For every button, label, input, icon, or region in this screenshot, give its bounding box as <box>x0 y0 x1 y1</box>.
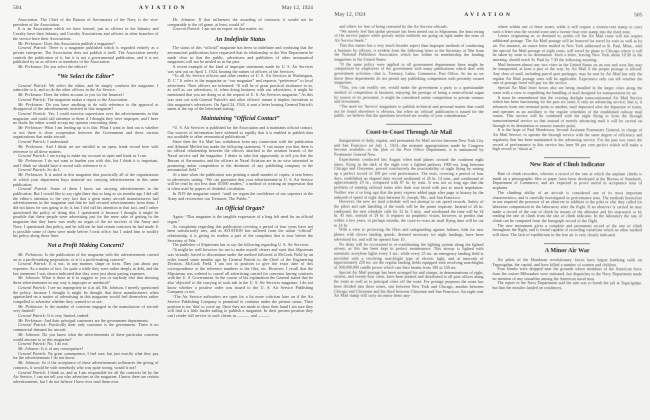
paragraph: “To all Air Service officers and other readers of U. S. Air Services in Washington, D. C.” It refers to the magazine as “our magazine” and requests “preference” to local advertisers. Then officers are informed: “It will be of great practical assistance to us, as well as our advertisers, if, when doing business with our advertisers, it might be mentioned that you are doing so at the request of U. S. Air Services magazine.” As this was sent out with General Patrick's and other officers' names it implies favoritism to this magazine's advertisers. On April 24, 1924, it sent a letter bearing General Patrick's name at the top of the letterhead stating: <box>167 73 313 112</box>
dialogue-line: Mr. Perkinson: Does the editor account to you for the finances? <box>18 92 125 98</box>
paragraph: “It might be well however for me to make myself clearer and state that Slipstream was virtually forced to discontinue under the method followed at McCook Field by an order issued some months ago by General Patrick to the Chief of the Engineering Division, McCook Field, I am not in position to give the exact date of this correspondence or the reference numbers to the files, etc. However, I recall that the Slipstream was ordered to cancel all advertising carried for concerns having contracts with the U. S. Government. In the course of his explanation the General stated that he also 'objected' to the carrying of such ads in the U. S. Air Services magazine. I do not know whether a positive order was issued to the U. S. Air Service Publishing Company or not. <box>167 247 313 295</box>
article-heading: Maintaining “Official Contact” <box>200 116 280 123</box>
paragraph: where within one of these zones; while it will require a sixteen-cent stamp to carry such a letter into the second zone and a twenty-four-cent stamp into the third zone. <box>492 24 643 35</box>
paragraph: “This, you can readily see, would make the government a party to a questionable method of competition in business; enjoying the prestige of being a semi-official organ by reason of its personnel, it might be considered unfair competition to private venture and investment. <box>334 84 484 104</box>
paragraph: Air pilots of the Honduran revolutionary forces have begun bombing raids on Tegucigalpa, the capital, and have killed a number of women and children. <box>492 256 642 267</box>
speaker-name: General Patrick: <box>18 261 49 267</box>
dialogue-line: General Patrick: So do I. <box>18 167 61 173</box>
section-divider <box>544 157 590 158</box>
article-heading: An Official Organ? <box>215 205 265 212</box>
speaker-name: Mr. Perkinson: <box>18 303 46 309</box>
paragraph: It must be remembered that the existing daylight transcontinental Air Mail Service which has been functioning for the past six years is only an advancing service; that is, it advances from one terminal point to another, mail deposited after the departure of trains, and operates as an auxiliary to the regular schedules of the established railway mail routes. This service will be combined with the night flying to form the through transcontinental service so that instead of merely advancing mail it will be carried on through to its destination or nearest transfer point. <box>492 94 643 128</box>
dialogue-line: General Patrick: It is very limited, indeed. <box>18 313 90 319</box>
paragraph: Inauguration of daily, regular, and permanent Air Mail service between New York City and San Francisco on July 1, 1924—the moment appropriations made by Congress become available—is the plan of the Post Office Department, it is announced by Postmaster General New. <box>334 137 484 157</box>
paragraph: Since then the Air Mail has withdrawn from any connection with the publication and Admiral Moffett has made the following statement, “I can assure you that there is no official relationship between the officers attached to the aviation branch of the Naval service and the magazine. I desire to take this opportunity to tell you that the Bureau of Aeronautics and the officers in Naval Aviation are in no wise interested in promoting unfair competition to the detriment of any publishing company in the aeronautical field.” <box>167 139 313 173</box>
speaker-name: Mr. Perkinson: <box>18 143 46 149</box>
text-column <box>168 18 314 385</box>
dialogue-line: Mr. Perkinson: It is noted in this magazine that practically all of the organizations of which your department buys material are carrying advertisements in this same publication. <box>13 172 159 187</box>
dialogue-line: General Patrick: I am not an expert on that matter, sir. <box>172 26 264 32</box>
paragraph: In 1919 the magazine stated: “until we regain the confidence of our superiors in the Army and reconvince our Treasurer, The Public.” <box>167 190 313 201</box>
article-heading: New Rate of Climb Indicator <box>529 162 605 169</box>
paragraph: At a time when the publication was printing a small number of copies, it sent letters to advertisers stating: “We can guarantee that your advertisement in U. S. Air Service will be read by not less than 10,000 readers,” a method of creating an impression that is often used by papers of doubtful circulation. <box>167 171 313 192</box>
article-heading: Coast-to-Coast Through Air Mail <box>365 129 452 136</box>
dialogue-line: Mr. Perkinson: And I think we are entitled to an open, frank record here with reference to all these matters. <box>13 143 159 154</box>
section-divider <box>544 243 590 244</box>
dialogue-line: Mr. Perkinson: Do you select the editors? <box>18 64 88 70</box>
text-column <box>334 25 484 299</box>
page-505 <box>322 0 650 420</box>
dialogue-line: Mr. Perkinson: Is the number of concerns engaged in the manufacture of aircraft very limited? <box>13 303 159 314</box>
dialogue-line: Mr. Perkinson: And their principal customers are the government departments. <box>18 317 149 323</box>
speaker-name: General Patrick: <box>18 96 48 102</box>
article-heading: A Minor Air War <box>544 248 590 255</box>
speaker-name: General Patrick: <box>18 369 48 375</box>
speaker-name: Mr. Perkinson: <box>18 92 44 98</box>
speaker-name: General Patrick: <box>18 139 48 145</box>
dialogue-line: Mr. Johnson: What is there in it to suggest to you or anybody else that showing these advertisements in any way is improper or unethical? <box>13 275 159 286</box>
speaker-name: General Patrick: <box>18 322 49 328</box>
dialogue-line: General Patrick: Yes, I could exercise supervision over the advertisements in that magazine, and could call attention to them if I thought they were improper, and I have no doubt the editor would accept my opinion concerning them. <box>13 110 159 126</box>
speaker-name: General Patrick: <box>18 284 48 290</box>
page-505-columns <box>334 25 643 300</box>
article-heading: “We Select the Editor” <box>57 74 115 81</box>
journal-title: AVIATION <box>464 11 513 19</box>
dialogue-line: Mr. Perkinson: I do not want to burden you with this, but I think it is important, and I think we should have a record with reference to it. <box>13 157 159 168</box>
paragraph: It is the hope of Paul Henderson, Second Assistant Postmaster General, in charge of Air Mail Service, to operate the through service with the same degree of efficiency and regularity that has been maintained in the advancing service. For the past two years the record of performance in this service has been 96 per cent perfect which will make a high record to “shoot at.” <box>492 127 643 152</box>
dialogue-line: Mr. Johnson: Is it of any consequence? <box>18 346 84 351</box>
speaker-name: Mr. Johnson: <box>18 360 42 366</box>
speaker-name: General Patrick: <box>18 167 48 173</box>
paragraph: However, the new air mail schedule will not attempt to set speed records. Safety of the pilots and safe handling of the mails will be the prime requisite. Instead of 26 hr. eastbound, the new schedule calls for 32 hr. 5 min., and westbound the time will be 34 hr. 45 min. instead of 29 hr. It requires no prophetic vision, however, to predict that within a few years, or perhaps months, the coast-to-coast air mail flying time will be cut to 24 hr. <box>333 198 484 228</box>
dialogue-line: Mr. Johnson: If that influences the awarding of contracts, it would not be comparable to the oil game, at least, would it? <box>167 17 314 27</box>
dialogue-line: General Patrick: I understand. <box>18 139 69 145</box>
speaker-name: Mr. Perkinson: <box>18 172 45 178</box>
speaker-name: Mr. Perkinson: <box>18 125 45 131</box>
paragraph: “U. S. Air Services is published for the Association and it maintains official contact. Our sources of information have widened so rapidly that it is enabled to publish data not available to other aeronautical publications.” <box>167 124 313 140</box>
issue-date: May 12, 1924 <box>334 11 366 18</box>
speaker-name: Mr. Johnson: <box>18 275 43 281</box>
dialogue-line: General Patrick: It is not, in any manner, shape or form. They just about pay expenses. As a matter of fact, for quite a while they were rather deeply in debt, and the last statement I was shown indicated that they were just about paying expenses. <box>13 261 159 276</box>
paragraph: “The Air Service authorities are open for a lot more criticism later on if the Air Service Publishing Company is permitted to continue under the present status. Their position is too 'thin' to cover up. Once they are made to show their hand I am sure they will find it a little harder sailing to publish a magazine. In their present position they can't render full service to such clients as ——— and ——— <box>167 294 313 318</box>
paragraph: A recent example of the kind of improper statements made by U. S. Air Services was sent out on April 1, 1924, bearing the names of officers of the Services: <box>167 63 313 74</box>
paragraph: “The need for 'Service' magazines to publish technical and personal matter that could not be found elsewhere is obvious, but when an 'official' publication is issued for the public, we believe that the questions involved are worthy of your consideration.” <box>334 103 484 119</box>
page-header <box>334 12 642 19</box>
dialogue-line: General Patrick: I see no impropriety in it at all, Mr. Johnson. I merely questioned the policy, because I thought it might be thought that these manufacturers when approached on a matter of advertising in this magazine would feel themselves rather compelled to advertise whether they wanted to or not. <box>13 284 159 304</box>
text-column <box>492 25 642 299</box>
paragraph: Mail between almost any two cities in the United States on an east and west line may be transported, at least a part of the way, by Air Mail if the proper postage is affixed. Any class of mail, including parcel post packages, may be sent by Air Mail but only the regular Air Mail postage rates will be applicable. Experience only can tell whether the rate of postage fixed will pay for the service. <box>492 61 643 86</box>
section-divider <box>386 124 432 125</box>
paragraph: The report to the Navy Department said the aim was to bomb the jail at Tegucigalpa, but that the missiles landed on residences. <box>492 280 642 291</box>
paragraph: Again: “This magazine is the tangible expression of a long felt need for an official organ.” <box>167 214 313 224</box>
page-number: 504 <box>13 5 22 11</box>
speaker-name: Mr. Johnson: <box>18 346 42 351</box>
paragraph: With a view to protecting the fliers and safeguarding against failures, bids for new planes with slower landing speeds, deemed necessary for night landings, have been advertised for, and will be opened June 10. <box>333 227 484 242</box>
speaker-name: General Patrick: <box>18 82 50 88</box>
paragraph: Special Air Mail postage has been arranged for and stamps, in denominations of eight, sixteen, and twenty-four cents, have been printed and distributed to all post offices along the route as well as to principal cities off the route. For postage purposes the route has been divided into three zones, one between New York and Chicago, another between Chicago and Cheyenne and the third between Cheyenne and San Francisco. An eight-cent Air Mail stamp will carry an ounce letter any- <box>333 269 484 299</box>
paragraph: “If the same policy were applied to all government departments there might be competition by employees of the government with many publications which deal with government activities—that is, Treasury, Labor, Commerce, Post Office. So far as we know these departments do not permit any publishing competition with privately owned magazines. <box>334 61 484 86</box>
journal-title: AVIATION <box>138 5 188 11</box>
dialogue-line: General Patrick: No, I do not. <box>18 341 69 347</box>
speaker-name: Mr. Perkinson: <box>18 64 44 70</box>
text-column <box>13 18 159 385</box>
speaker-name: General Patrick: <box>18 350 48 356</box>
paragraph: “We merely feel that undue pressure has been meted out to Slipstream, the least erring of the service papers while grossly unfair methods are going on right under the nose of Air Service heads.” <box>334 28 484 43</box>
dialogue-line: Mr. Johnson: So if the acceptance of these advertisements influences the giving of contracts, it would be with somebody who was quite strong, would it not? <box>13 360 159 370</box>
speaker-name: Mr. Perkinson: <box>18 40 44 46</box>
dialogue-line: General Patrick: There is a magazine published which is regarded entirely as a private enterprise. The Association does not publish it itself. The Association merely controls the publication of it, but it is not a governmental publication, and it is not published by us as officers or members of the Association. <box>13 45 159 65</box>
speaker-name: General Patrick: <box>172 26 202 32</box>
dialogue-line: General Patrick: I am trying to make my account as open and frank as I can. <box>18 153 147 159</box>
speaker-name: Mr. Perkinson: <box>18 251 45 257</box>
dialogue-line: Mr. Johnson: Do you know what the advertisements of these particular concerns would amount to in this magazine? <box>13 331 159 342</box>
page-504 <box>0 0 322 420</box>
paragraph: That this matter has a very much broader aspect than improper methods of conducting a business by officers, is evident from the following letter to the Secretary of War from the National Publishers Association which has within its membership the leading magazines in the United States: <box>334 42 484 62</box>
page-number: 505 <box>633 12 643 19</box>
article-heading: An Indefinite Status <box>215 36 266 43</box>
speaker-name: General Patrick: <box>18 110 49 116</box>
dialogue-line: General Patrick: We select the editor, and he simply conducts the magazine. I subscribe to it, and so do the other officers in the Air Service. <box>13 82 159 93</box>
paragraph: As complaints regarding this publication covering a period of four years have not been satisfactorily met, and as AVIATION has suffered from the unfair “official” relationship, it is giving its readers a part of the complaint that is now before the Secretary of War. <box>167 223 313 243</box>
speaker-name: General Patrick: <box>18 186 51 192</box>
issue-date: May 12, 1924 <box>281 5 313 11</box>
paragraph: Special Air Mail letter boxes also are being installed in the larger cities along the route with a view to expediting the handling of mail designed for transportation by air. <box>492 85 643 96</box>
page-header <box>13 5 313 11</box>
speaker-name: Mr. Johnson: <box>172 17 199 22</box>
dialogue-line: Mr. Perkinson: Does this Association publish a magazine? <box>18 40 115 46</box>
dialogue-line: Mr. Perkinson: What I am leading up to is this: What I want to find out is whether or not there is close cooperation between the Government and these various organizations that make aircraft. <box>13 125 159 140</box>
paragraph: The status of this “official” magazine has been so indefinite and confusing that the aeronautical publications have requested that its relationship to the War Department be made clear so that the public, advertisers and publishers of other aeronautical magazines will not be misled as in the past. <box>167 45 313 65</box>
dialogue-line: General Patrick: The magazine makes a report to the Association. <box>18 96 129 102</box>
paragraph: No delay will be occasioned in re-conditioning the lighting system along the lighted airway, as this has been kept in perfect maintenance. This airway is lighted with automatic acetylene lights every 3 mi.; while every 25 mi. an emergency landing field is provided with a revolving searchlight type of electric light, and at intervals of approximately 250 mi. are the regular landing fields equipped with revolving searchlights of 500,000,000 candle power which cast their beams from 100 to 150 mi. <box>333 241 484 270</box>
paragraph: Four bombs were dropped near the grounds where members of the American force from the cruiser Milwaukee were stationed, but dispatches to the Navy Department made no mention of any casualties among the American naval men. <box>492 266 642 281</box>
paragraph: It is an Association which we have formed, just as officers in the Infantry and Cavalry have their Infantry and Cavalry Associations and officers in other branches of the service have their Associations. <box>13 26 159 41</box>
paragraph: The climbing ability of an aircraft is considered one of its most important characteristics, and is carefully investigated in performance tests. The methods heretofore in use required the presence of an observer in addition to the pilot or else they called for laborious computation in the laboratory after the flight. If an observer is carried he may make a record of the rate of climb by means of the altimeter and his stopwatch or by reading the rate of climb from the rate of climb indicator. In the laboratory the rate of climb can be computed from the barograph record of the flight. <box>492 189 643 224</box>
paragraph: Association. The Chief of the Bureau of Aeronautics of the Navy is the vice-president of the Association. <box>13 17 159 27</box>
speaker-name: Mr. Johnson: <box>18 331 43 337</box>
paragraph: The publisher of Slipstream has to say the following regarding U. S. Air Services: <box>172 242 310 248</box>
speaker-name: General Patrick: <box>18 45 49 51</box>
dialogue-line: General Patrick: I think so, and as I am responsible for all the contracts let by the Air Service, I can not tell you who advertises in the magazine. I know there are certain advertisements, but I do not believe I have ever read them over. <box>13 369 159 384</box>
dialogue-line: Mr. Perkinson: Is the publication of the magazine with the advertisements carried on as a profit-making proposition, or is it a profit-making concern? <box>13 251 159 262</box>
dialogue-line: Mr. Perkinson: Do you have anything to do with reference to the approval or disapproval of the advertisements inserted in this magazine? <box>13 101 159 112</box>
speaker-name: General Patrick: <box>18 313 48 319</box>
dialogue-line: General Patrick: Some of them I know are carrying advertisements in the publication. But I would like to say right there that so long as six months ago I did call the editor's attention to the very fact that a great many aircraft manufacturers had advertisements in the magazine and that he had secured advertisements from them. I did not know he was going to do it, but I did call his attention to that fact, and I rather questioned the policy of doing that. I questioned it because I thought it might be possible that these people were advertising just for the mere sake of getting in the magazine that they knew was really no organ of the air services of the Army and Navy. I questioned that policy, and he told me he had certain contracts he had made. It is possible some of them were made before I took office, but I asked him to modify his policy along those lines. <box>13 186 159 239</box>
dialogue-line: General Patrick: No great consequence, I feel sure, but just exactly what they pay for the advertisements I do not know. <box>13 350 159 361</box>
speaker-name: Mr. Perkinson: <box>18 101 46 107</box>
page-504-columns <box>13 18 313 385</box>
paragraph: and others for fear of being censured by the Air Service officials. <box>339 23 448 29</box>
dialogue-line: General Patrick: Practically their only customer is the government. There is no commercial demand for aircraft. <box>13 322 159 333</box>
speaker-name: General Patrick: <box>18 341 48 347</box>
speaker-name: Mr. Perkinson: <box>18 317 44 323</box>
paragraph: Rate of climb recorders, wherein a record of the rate at which the airplane climbs is made on a photographic film or paper, have been developed at the Bureau of Standards, Department of Commerce, and are expected to prove useful in acceptance tests of airplanes. <box>492 171 643 191</box>
speaker-name: General Patrick: <box>18 153 48 159</box>
paragraph: The new instrument gives a complete and permanent record of the rate of climb throughout the flight, and is found capable of recording variations which no other method will show. The lack of equilibrium in the free air is very clearly indicated. <box>492 222 642 238</box>
paragraph: Experiments conducted last August when mail planes crossed the continent eight times, flying in the dark of the night over a lighted pathway 1900 mi. long between Chicago and Cheyenne, proved conclusively the practicability of night flying by setting up a perfect record of 100 per cent performance. The tests, covering a period of four days, established an elapsed time record eastbound of 26 hr. 14 min., and westbound of approximately 29 hr., compared with 87 hr. by train. It was not so long ago that the problem of running railroad trains after dark was faced with just as much trepidation. Neither was it so long ago that the pony express added page after page to history by the unheard-of speed of eight days between St. Joseph, Mo., and San Francisco. <box>334 156 484 200</box>
paragraph: Letters originating at, or destined to, points off the Air Mail route will not require additional postage. The Air Mail postage will be honored for travel by train as well as by air. For instance, an ounce letter mailed in New York addressed to St. Paul, Minn., with the special Air Mail postage of eight cents, will travel by plane to Chicago where it will be taken by train to its destination. Such a letter, leaving New York about 10:30 in the morning, should reach St. Paul by 7:30 the following morning. <box>492 33 643 63</box>
speaker-name: Mr. Perkinson: <box>18 157 45 163</box>
article-heading: Not a Profit Making Concern? <box>47 243 125 250</box>
